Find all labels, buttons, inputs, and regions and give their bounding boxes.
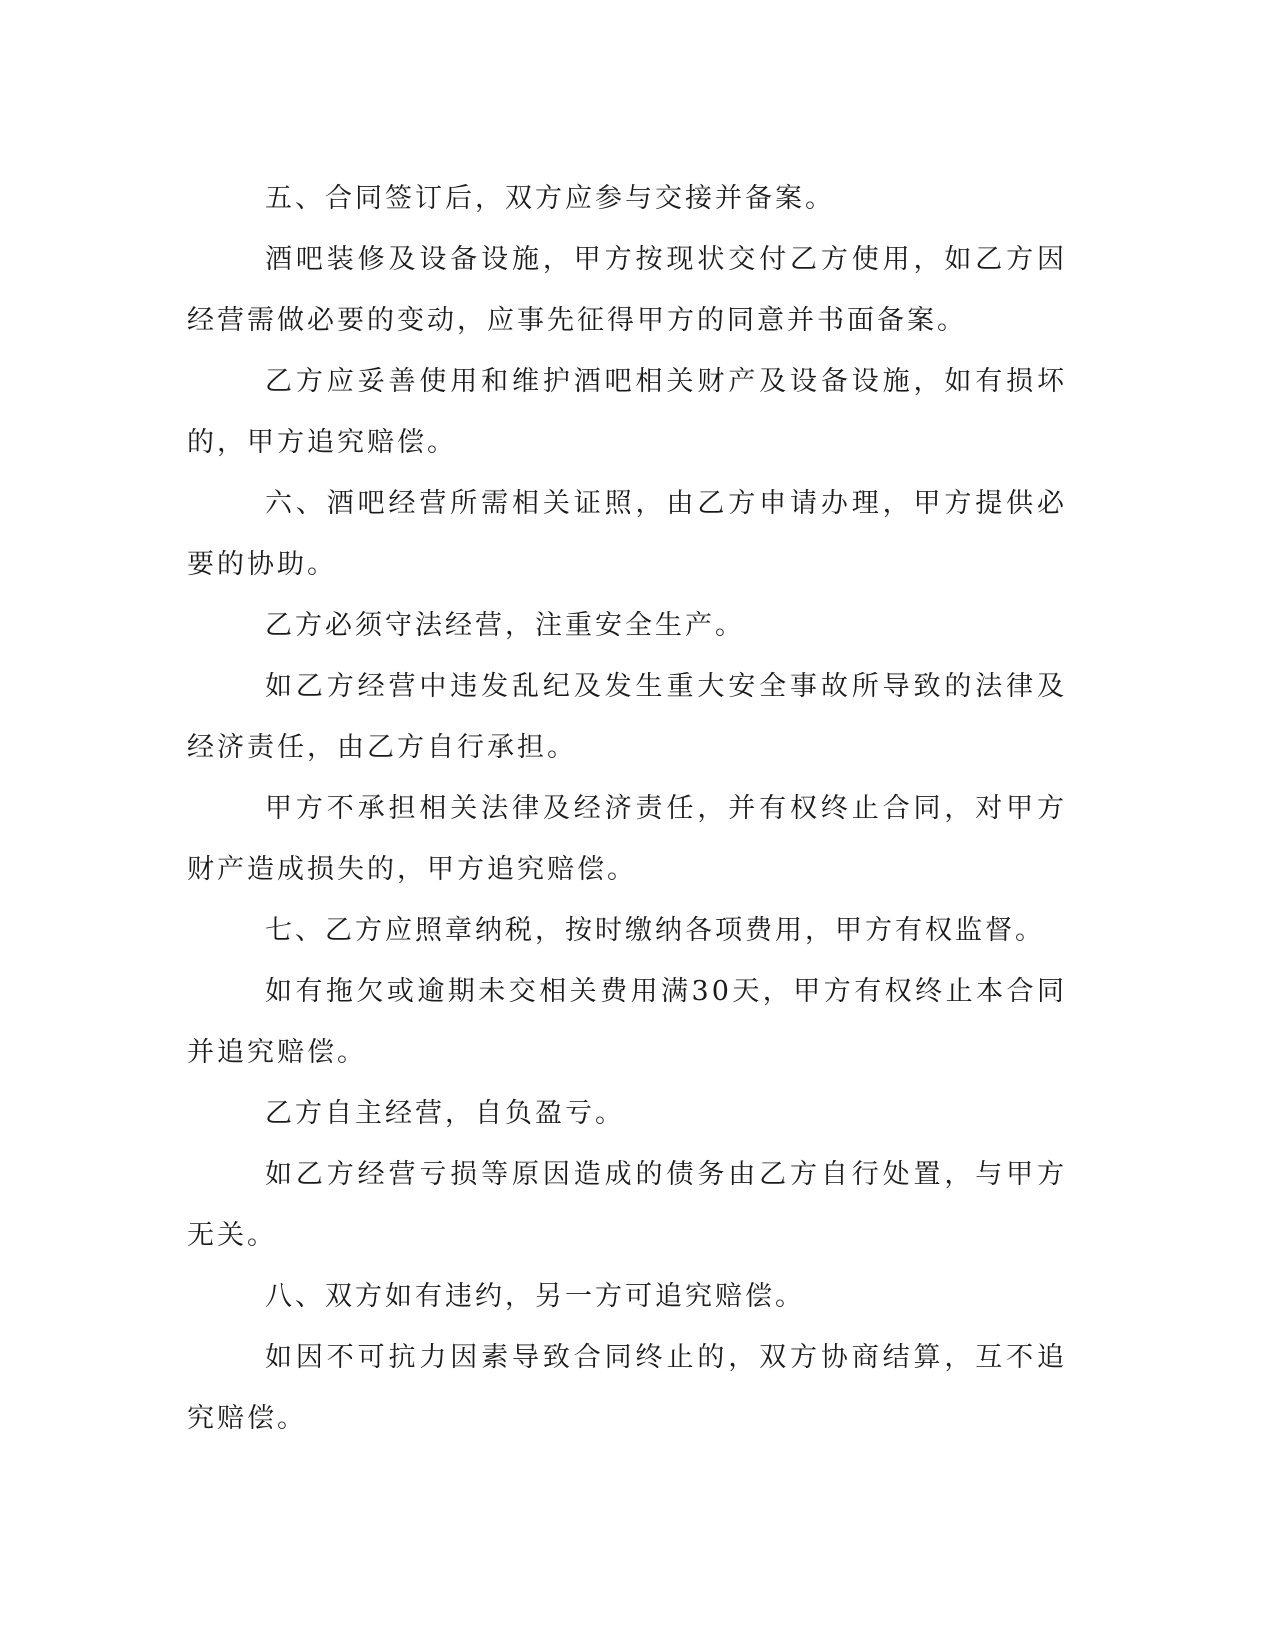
paragraph-clause-5: 五、合同签订后，双方应参与交接并备案。: [265, 183, 835, 214]
paragraph-clause-8: 八、双方如有违约，另一方可追究赔偿。: [265, 1281, 805, 1312]
paragraph-liability: 如乙方经营中违发乱纪及发生重大安全事故所导致的法律及经济责任，由乙方自行承担。: [187, 671, 1067, 763]
paragraph-lawful-operation: 乙方必须守法经营，注重安全生产。: [265, 610, 745, 641]
paragraph-debts: 如乙方经营亏损等原因造成的债务由乙方自行处置，与甲方无关。: [187, 1159, 1067, 1251]
document-body: [187, 168, 1067, 1449]
paragraph-property-maintenance: 乙方应妥善使用和维护酒吧相关财产及设备设施，如有损坏的，甲方追究赔偿。: [187, 366, 1067, 458]
paragraph-overdue-fees: 如有拖欠或逾期未交相关费用满30天，甲方有权终止本合同并追究赔偿。: [187, 976, 1067, 1068]
paragraph-decoration-handover: 酒吧装修及设备设施，甲方按现状交付乙方使用，如乙方因经营需做必要的变动，应事先征得甲方的同意并书面备案。: [187, 244, 1067, 336]
paragraph-clause-7: 七、乙方应照章纳税，按时缴纳各项费用，甲方有权监督。: [265, 915, 1045, 946]
paragraph-self-operation: 乙方自主经营，自负盈亏。: [265, 1098, 625, 1129]
paragraph-termination-right: 甲方不承担相关法律及经济责任，并有权终止合同，对甲方财产造成损失的，甲方追究赔偿。: [187, 793, 1067, 885]
paragraph-force-majeure: 如因不可抗力因素导致合同终止的，双方协商结算，互不追究赔偿。: [187, 1342, 1067, 1434]
paragraph-clause-6: 六、酒吧经营所需相关证照，由乙方申请办理，甲方提供必要的协助。: [187, 488, 1067, 580]
